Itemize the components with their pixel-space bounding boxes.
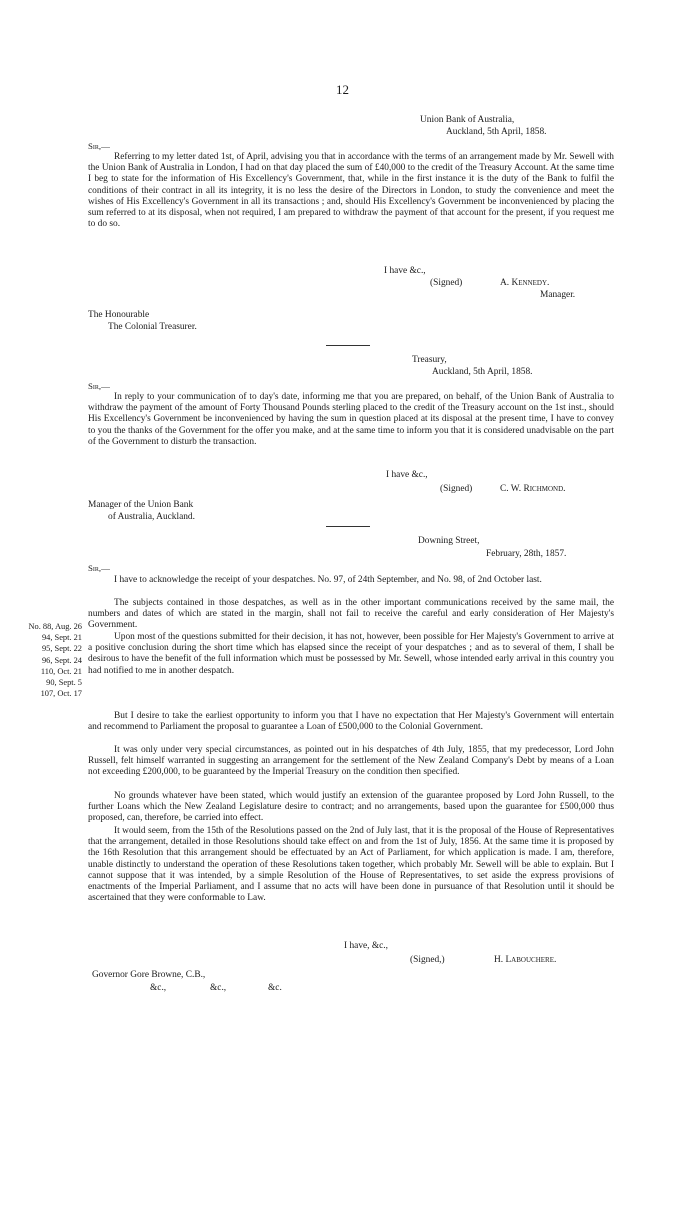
margin-note: 107, Oct. 17 (40, 689, 82, 699)
margin-notes (2, 621, 82, 699)
letter3-para3: Upon most of the questions submitted for their decision, it has not, however, been possible for Her Majesty's Government to arrive at a positive conclusion during the short time which has elapsed since the receipt of your despatches ; and as to several of them, I shall be desirous to have the benefit of the full information which must be possessed by Mr. Sewell, whose intended early arrival in this country you had notified to me in another despatch. (88, 632, 614, 676)
separator-rule (326, 526, 370, 527)
letter1-body: Referring to my letter dated 1st, of April, advising you that in accordance with the terms of an arrangement made by Mr. Sewell with the Union Bank of Australia in London, I had on that day placed the sum of £40,000 to the credit of the Treasury Account. At the same time I beg to state for the information of His Excellency's Government, that, while in the first instance it is the duty of the Bank to fulfil the conditions of their contract in all its integrity, it is no less the desire of the Directors in London, to study the convenience and meet the wishes of His Excellency's Government in all its transactions ; and, should His Excellency's Government be inconvenienced by placing the sum referred to at its disposal, when not required, I am prepared to withdraw the payment of that account for the present, if you request me to do so. (88, 152, 614, 230)
letter3-para7: It would seem, from the 15th of the Resolutions passed on the 2nd of July last, that it is the proposal of the House of Representatives that the arrangement, detailed in those Resolutions should take effect on and from the 1st of July, 1856. At the same time it is proposed by the 16th Resolution that this arrangement should be effectuated by an Act of Parliament, for which application is made. I am, therefore, unable distinctly to understand the operation of these Resolutions taken together, which probably Mr. Sewell will be able to explain. But I cannot suppose that it was intended, by a simple Resolution of the House of Representatives, to set aside the express provisions of enactments of the Imperial Parliament, and I assume that no acts will have been done in pursuance of that Resolution until it should be ascertained that they were conformable to Law. (88, 826, 614, 904)
letter3-addressee-line1: Governor Gore Browne, C.B., (92, 970, 206, 980)
letter3-para1: I have to acknowledge the receipt of your despatches. No. 97, of 24th September, and No. 98, of 2nd October last. (114, 575, 542, 585)
letter1-sender-line1: Union Bank of Australia, (420, 115, 515, 125)
letter2-addressee-line2: of Australia, Auckland. (108, 512, 195, 522)
letter2-signed: (Signed) (440, 484, 473, 494)
margin-note: No. 88, Aug. 26 (28, 622, 82, 631)
letter2-salutation: Sir,— (88, 381, 110, 391)
page-number: 12 (336, 82, 349, 97)
letter3-para6: No grounds whatever have been stated, which would justify an extension of the guarantee proposed by Lord John Russell, to the further Loans which the New Zealand Legislature desire to contract; and no arrangements, based upon the guarantee for £500,000 thus proposed, can, therefore, be carried into effect. (88, 791, 614, 824)
letter3-signer: H. Labouchere. (494, 955, 557, 965)
letter3-closing: I have, &c., (344, 941, 388, 951)
letter2-closing: I have &c., (386, 470, 428, 480)
letter1-sender-line2: Auckland, 5th April, 1858. (446, 127, 547, 137)
letter1-signed: (Signed) (430, 278, 463, 288)
letter1-salutation: Sir,— (88, 141, 110, 151)
letter3-addressee-etc: &c. (268, 983, 282, 993)
letter2-signer: C. W. Richmond. (500, 484, 566, 494)
margin-note: 96, Sept. 24 (41, 655, 82, 665)
letter2-sender-line1: Treasury, (412, 355, 447, 365)
letter3-signed: (Signed,) (410, 955, 445, 965)
letter3-para5: It was only under very special circumstances, as pointed out in his despatches of 4th July, 1855, that my predecessor, Lord John Russell, felt himself warranted in suggesting an arrangement for the settlement of the New Zealand Company's Debt by means of a Loan not exceeding £200,000, to be guaranteed by the Imperial Treasury on the condition then specified. (88, 745, 614, 778)
letter1-addressee-line2: The Colonial Treasurer. (108, 322, 197, 332)
letter1-addressee-line1: The Honourable (88, 310, 150, 320)
letter1-closing: I have &c., (384, 266, 426, 276)
letter3-salutation: Sir,— (88, 563, 110, 573)
margin-note: 110, Oct. 21 (40, 666, 82, 676)
separator-rule (326, 345, 370, 346)
margin-note: 94, Sept. 21 (41, 633, 82, 643)
letter3-addressee-etc: &c., (210, 983, 227, 993)
letter2-sender-line2: Auckland, 5th April, 1858. (432, 367, 533, 377)
letter1-signer-title: Manager. (540, 290, 576, 300)
letter1-signer: A. Kennedy. (500, 278, 550, 288)
letter2-body: In reply to your communication of to day's date, informing me that you are prepared, on behalf, of the Union Bank of Australia to withdraw the payment of the amount of Forty Thousand Pounds sterling placed to the credit of the Treasury account on the 1st inst., should His Excellency's Government be inconvenienced by having the sum in question placed at its disposal at the present time, I have to convey to you the thanks of the Government for the offer you make, and at the same time to inform you that it is considered unadvisable on the part of the Government to disturb the transaction. (88, 392, 614, 447)
letter3-para4: But I desire to take the earliest opportunity to inform you that I have no expectation that Her Majesty's Government will entertain and recommend to Parliament the proposal to guarantee a Loan of £500,000 to the Colonial Government. (88, 711, 614, 733)
letter3-addressee-etc: &c., (150, 983, 167, 993)
margin-note: 90, Sept. 5 (46, 678, 82, 688)
letter3-sender-line1: Downing Street, (418, 536, 480, 546)
letter3-para2: The subjects contained in those despatches, as well as in the other important communications received by the same mail, the numbers and dates of which are stated in the margin, shall not fail to receive the careful and early consideration of Her Majesty's Government. (88, 598, 614, 631)
letter2-addressee-line1: Manager of the Union Bank (88, 500, 194, 510)
margin-note: 95, Sept. 22 (41, 644, 82, 654)
letter3-sender-line2: February, 28th, 1857. (486, 549, 567, 559)
